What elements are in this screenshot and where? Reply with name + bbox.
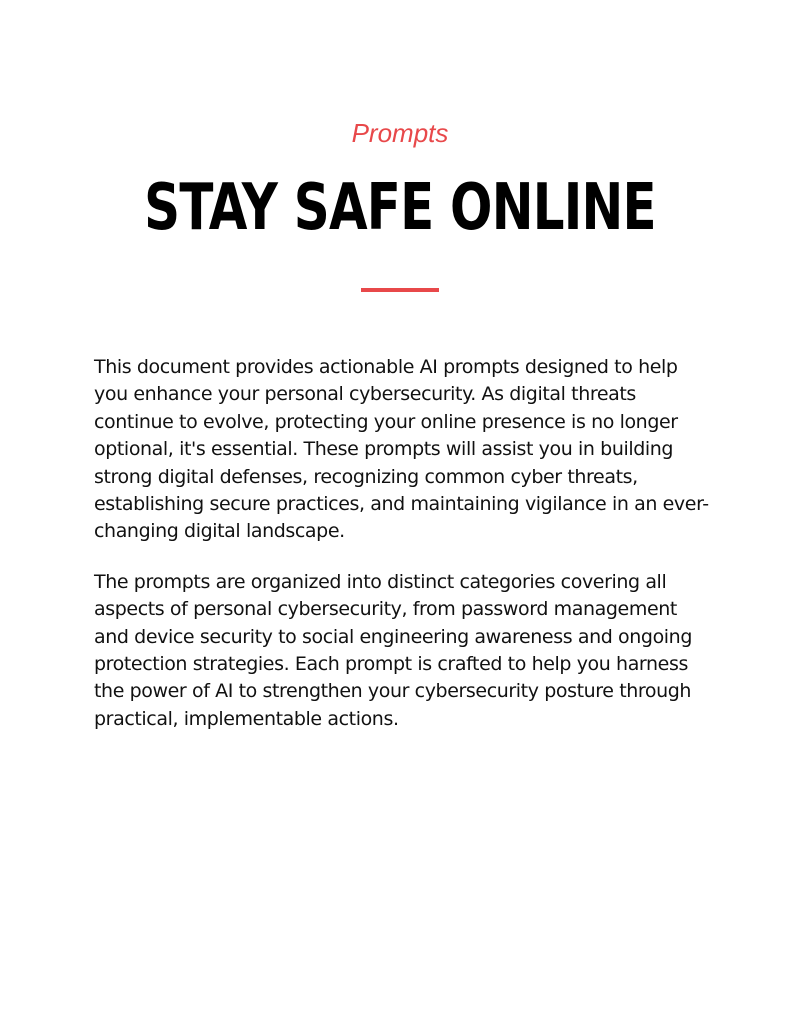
intro-paragraph-1: This document provides actionable AI prompts designed to help you enhance your personal cybersecurity. As digital threats continue to evolve, protecting your online presence is no longer optional, it's essential. These prompts will assist you in building strong digital defenses, recognizing common cyber threats, establishing secure practices, and maintaining vigilance in an ever-changing digital landscape. (94, 356, 709, 543)
page-title: STAY SAFE ONLINE (144, 171, 656, 245)
accent-divider (361, 288, 439, 292)
intro-content (94, 354, 714, 756)
intro-paragraph-2: The prompts are organized into distinct categories covering all aspects of personal cybersecurity, from password management and device security to social engineering awareness and ongoing protection strategies. Each prompt is crafted to help you harness the power of AI to strengthen your cybersecurity posture through practical, implementable actions. (94, 570, 692, 730)
section-eyebrow: Prompts (351, 118, 449, 148)
